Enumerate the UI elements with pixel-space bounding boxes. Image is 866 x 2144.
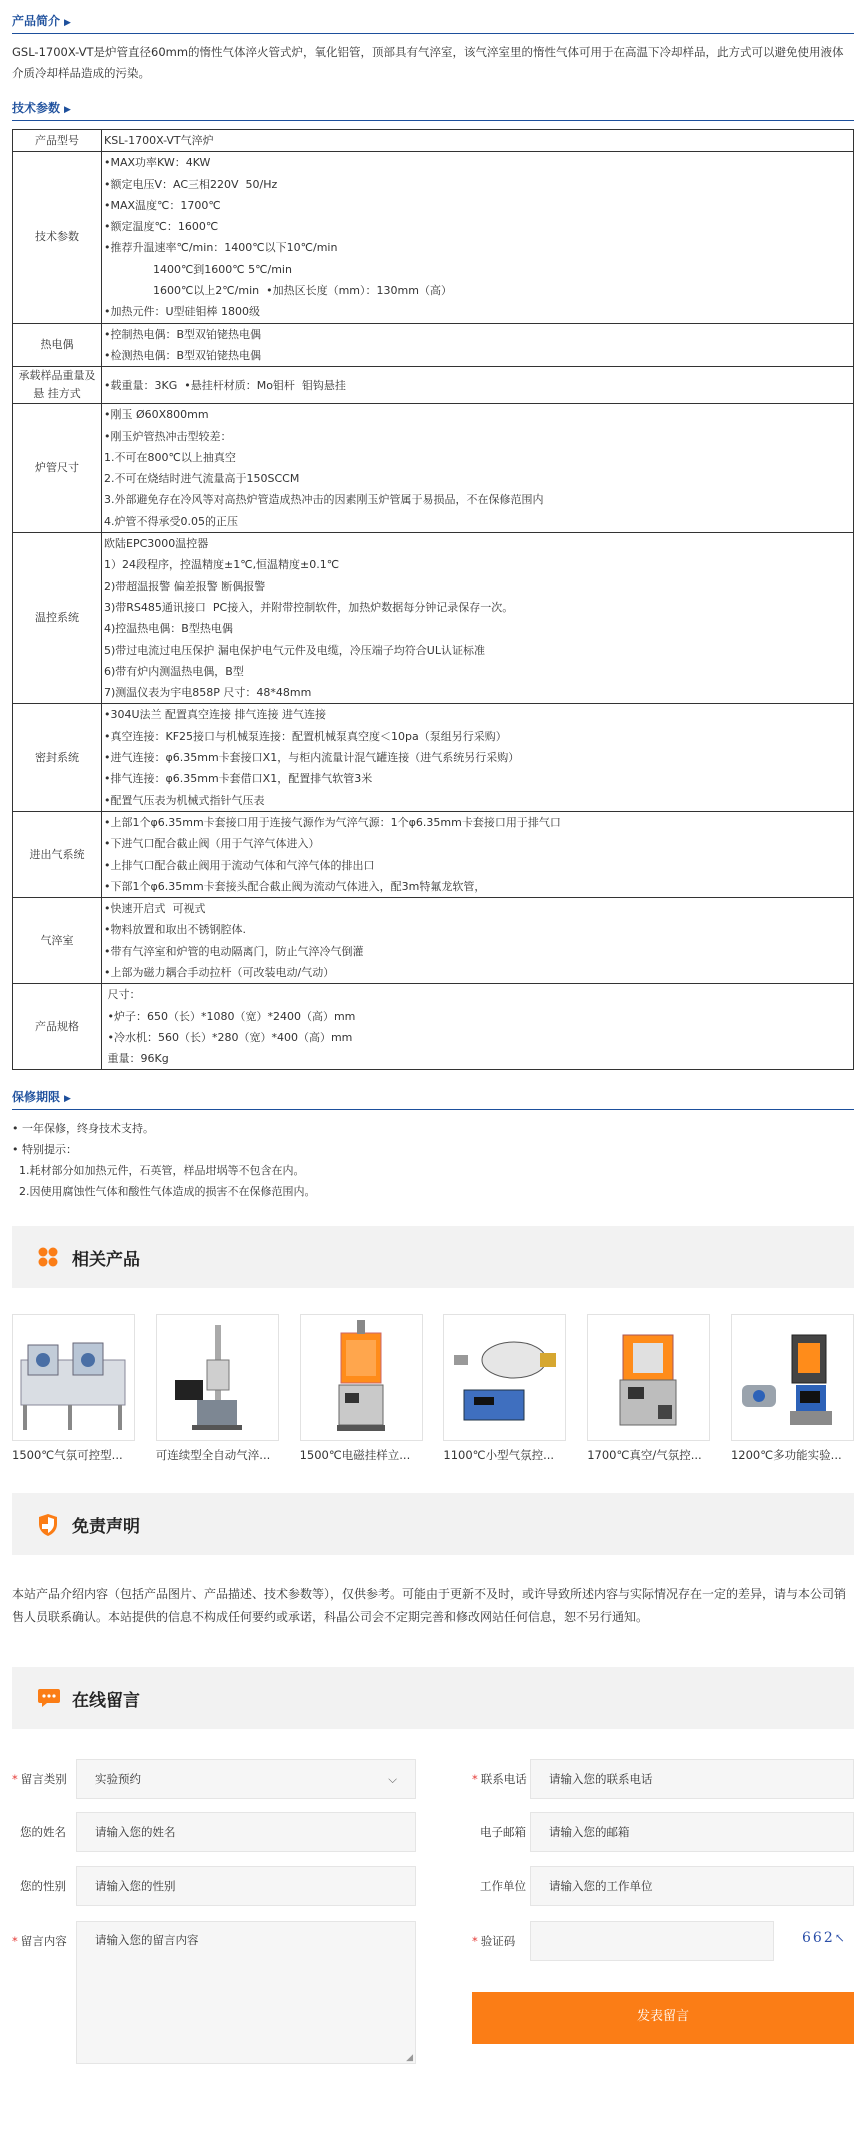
spec-key: 热电偶 <box>13 323 102 367</box>
product-caption[interactable]: 1100℃小型气氛控... <box>443 1448 555 1463</box>
product-image[interactable] <box>156 1314 279 1441</box>
spec-line: •上部为磁力耦合手动拉杆（可改装电动/气动） <box>104 965 335 979</box>
intro-title <box>12 12 854 34</box>
spec-key: 产品规格 <box>13 984 102 1070</box>
disclaimer-header <box>12 1493 854 1555</box>
spec-value <box>102 811 854 897</box>
spec-value <box>102 404 854 533</box>
captcha-image[interactable] <box>802 1930 847 1946</box>
type-select[interactable] <box>76 1759 416 1799</box>
product-caption[interactable]: 1500℃电磁挂样立... <box>299 1448 411 1463</box>
page <box>0 12 866 2089</box>
captcha-label-text: 验证码 <box>480 1934 516 1949</box>
spec-line: 5)带过电流过电压保护 漏电保护电气元件及电缆，冷压端子均符合UL认证标准 <box>104 643 485 657</box>
warranty-title <box>12 1088 854 1110</box>
gender-input[interactable] <box>76 1866 416 1906</box>
spec-line: •带有气淬室和炉管的电动隔离门，防止气淬冷气倒灌 <box>104 944 364 958</box>
name-placeholder: 请输入您的姓名 <box>95 1825 176 1840</box>
phone-placeholder: 请输入您的联系电话 <box>549 1772 653 1787</box>
spec-line: 欧陆EPC3000温控器 <box>104 537 209 551</box>
spec-line: 1.不可在800℃以上抽真空 <box>104 450 236 464</box>
related-title: 相关产品 <box>72 1249 140 1270</box>
spec-row <box>13 984 854 1070</box>
spec-line: •物料放置和取出不锈钢腔体. <box>104 923 246 937</box>
spec-line: 3)带RS485通讯接口 PC接入，并附带控制软件，加热炉数据每分钟记录保存一次。 <box>104 600 514 614</box>
captcha-label: * 验证码 <box>472 1934 516 1949</box>
phone-input[interactable] <box>530 1759 854 1799</box>
gender-label: 您的性别 <box>20 1879 66 1894</box>
spec-row <box>13 533 854 704</box>
spec-line: •快速开启式 可视式 <box>104 902 206 916</box>
spec-line: 4)控温热电偶：B型热电偶 <box>104 622 233 636</box>
arrow-right-icon: ▶ <box>64 18 71 28</box>
intro-title-text: 产品简介 <box>12 14 61 28</box>
spec-line: •刚玉 Ø60X800mm <box>104 408 209 422</box>
arrow-right-icon: ▶ <box>64 1094 71 1105</box>
message-title: 在线留言 <box>72 1690 140 1711</box>
content-label-text: 留言内容 <box>20 1934 67 1949</box>
arrow-right-icon: ▶ <box>64 105 71 115</box>
spec-line: •刚玉炉管热冲击型较差： <box>104 429 232 443</box>
product-card[interactable] <box>587 1314 710 1463</box>
intro-text: GSL-1700X-VT是炉管直径60mm的惰性气体淬火管式炉，氧化铝管，顶部具有气淬室，该气淬室里的惰性气体可用于在高温下冷却样品，此方式可以避免使用液体介质冷却样品造成的污染。 <box>12 45 844 80</box>
spec-table <box>12 129 854 1070</box>
product-image[interactable] <box>731 1314 854 1441</box>
spec-line: 1400℃到1600℃ 5℃/min <box>104 262 292 276</box>
type-label-text: 留言类别 <box>20 1772 67 1787</box>
company-label: 工作单位 <box>480 1879 526 1894</box>
product-image[interactable] <box>12 1314 135 1441</box>
spec-value <box>102 152 854 323</box>
name-label: 您的姓名 <box>20 1825 66 1840</box>
product-card[interactable] <box>300 1314 423 1463</box>
captcha-input[interactable] <box>530 1921 774 1961</box>
spec-line: 尺寸： <box>104 988 141 1002</box>
company-placeholder: 请输入您的工作单位 <box>549 1879 653 1894</box>
shield-icon <box>37 1513 59 1535</box>
warranty-title-text: 保修期限 <box>12 1090 61 1105</box>
spec-value <box>102 704 854 811</box>
chevron-down-icon: ⌵ <box>388 1772 397 1787</box>
product-image[interactable] <box>300 1314 423 1441</box>
resize-handle-icon[interactable]: ◢ <box>406 2053 413 2064</box>
content-textarea[interactable] <box>76 1921 416 2064</box>
spec-key: 承载样品重量及悬 挂方式 <box>13 367 102 404</box>
product-card[interactable] <box>731 1314 854 1463</box>
spec-line: 6)带有炉内测温热电偶，B型 <box>104 664 244 678</box>
message-header <box>12 1667 854 1729</box>
product-card[interactable] <box>156 1314 279 1463</box>
spec-line: •304U法兰 配置真空连接 排气连接 进气连接 <box>104 708 327 722</box>
spec-value <box>102 984 854 1070</box>
spec-key: 技术参数 <box>13 152 102 323</box>
type-label: * 留言类别 <box>12 1772 67 1787</box>
related-header <box>12 1226 854 1288</box>
email-label: 电子邮箱 <box>480 1825 526 1840</box>
gender-placeholder: 请输入您的性别 <box>95 1879 176 1894</box>
content-label: * 留言内容 <box>12 1934 67 1949</box>
spec-line: 1）24段程序，控温精度±1℃,恒温精度±0.1℃ <box>104 558 340 572</box>
spec-line: •排气连接：φ6.35mm卡套借口X1，配置排气软管3米 <box>104 772 373 786</box>
spec-title-text: 技术参数 <box>12 101 61 115</box>
spec-line: •上排气口配合截止阀用于流动气体和气淬气体的排出口 <box>104 858 375 872</box>
product-caption[interactable]: 1200℃多功能实验... <box>730 1448 842 1463</box>
spec-line: 2.不可在烧结时进气流量高于150SCCM <box>104 472 300 486</box>
spec-line: •冷水机：560（长）*280（宽）*400（高）mm <box>104 1030 353 1044</box>
chat-icon <box>37 1687 59 1709</box>
email-placeholder: 请输入您的邮箱 <box>549 1825 630 1840</box>
name-input[interactable] <box>76 1812 416 1852</box>
spec-row <box>13 130 854 152</box>
spec-line: •载重量：3KG •悬挂杆材质：Mo钼杆 钼钩悬挂 <box>104 378 346 392</box>
spec-row <box>13 811 854 897</box>
spec-title <box>12 99 854 121</box>
email-input[interactable] <box>530 1812 854 1852</box>
company-input[interactable] <box>530 1866 854 1906</box>
captcha-code: 662 <box>802 1930 835 1947</box>
product-image[interactable] <box>587 1314 710 1441</box>
spec-line: 3.外部避免存在冷风等对高热炉管造成热冲击的因素刚玉炉管属于易损品，不在保修范围内 <box>104 493 544 507</box>
spec-value <box>102 367 854 404</box>
warranty-line: 2.因使用腐蚀性气体和酸性气体造成的损害不在保修范围内。 <box>12 1185 316 1199</box>
spec-line: 7)测温仪表为宇电858P 尺寸：48*48mm <box>104 686 312 700</box>
spec-line: •上部1个φ6.35mm卡套接口用于连接气源作为气淬气源：1个φ6.35mm卡套接口用于排气口 <box>104 815 561 829</box>
product-caption[interactable]: 1500℃气氛可控型... <box>12 1448 123 1463</box>
spec-value <box>102 533 854 704</box>
spec-line: 2)带超温报警 偏差报警 断偶报警 <box>104 579 266 593</box>
product-card[interactable] <box>443 1314 566 1463</box>
spec-key: 密封系统 <box>13 704 102 811</box>
spec-line: •进气连接：φ6.35mm卡套接口X1，与柜内流量计混气罐连接（进气系统另行采购） <box>104 751 520 765</box>
spec-line: •MAX温度℃：1700℃ <box>104 198 221 212</box>
spec-line: •控制热电偶：B型双铂铑热电偶 <box>104 327 262 341</box>
warranty-list <box>12 1118 854 1202</box>
spec-line: 重量：96Kg <box>104 1052 169 1066</box>
product-card[interactable] <box>12 1314 135 1463</box>
spec-row <box>13 704 854 811</box>
submit-button[interactable]: 发表留言 <box>472 1992 854 2044</box>
warranty-line: • 特别提示： <box>12 1143 77 1157</box>
spec-key: 炉管尺寸 <box>13 404 102 533</box>
captcha-squiggle: ↖ <box>834 1931 847 1946</box>
spec-key: 温控系统 <box>13 533 102 704</box>
warranty-line: 1.耗材部分如加热元件，石英管，样品坩埚等不包含在内。 <box>12 1164 305 1178</box>
spec-value <box>102 130 854 152</box>
grid-icon <box>37 1246 59 1268</box>
spec-row <box>13 367 854 404</box>
phone-label-text: 联系电话 <box>480 1772 527 1787</box>
message-form <box>12 1759 854 2089</box>
warranty-line: • 一年保修，终身技术支持。 <box>12 1122 154 1136</box>
disclaimer-text: 本站产品介绍内容（包括产品图片、产品描述、技术参数等），仅供参考。可能由于更新不及时，或许导致所述内容与实际情况存在一定的差异，请与本公司销售人员联系确认。本站提供的信息不构成任何要约或承诺，科晶公司会不定期完善和修改网站任何信息，恕不另行通知。 <box>12 1587 847 1625</box>
spec-row <box>13 152 854 323</box>
spec-line: •真空连接：KF25接口与机械泵连接：配置机械泵真空度＜10pa（泵组另行采购） <box>104 729 507 743</box>
spec-key: 进出气系统 <box>13 811 102 897</box>
spec-line: KSL-1700X-VT气淬炉 <box>104 134 214 147</box>
disclaimer-title: 免责声明 <box>72 1516 140 1537</box>
spec-value <box>102 898 854 984</box>
spec-line: 4.炉管不得承受0.05的正压 <box>104 514 238 528</box>
spec-key: 气淬室 <box>13 898 102 984</box>
phone-label: * 联系电话 <box>472 1772 527 1787</box>
content-placeholder: 请输入您的留言内容 <box>95 1933 199 1948</box>
spec-line: •MAX功率KW：4KW <box>104 156 211 170</box>
spec-value <box>102 323 854 367</box>
product-caption[interactable]: 1700℃真空/气氛控... <box>587 1448 702 1463</box>
type-select-value: 实验预约 <box>95 1772 141 1787</box>
spec-line: •下进气口配合截止阀（用于气淬气体进入） <box>104 837 320 851</box>
spec-line: •下部1个φ6.35mm卡套接头配合截止阀为流动气体进入，配3m特氟龙软管， <box>104 879 486 893</box>
product-image[interactable] <box>443 1314 566 1441</box>
spec-line: •炉子：650（长）*1080（宽）*2400（高）mm <box>104 1009 356 1023</box>
spec-key: 产品型号 <box>13 130 102 152</box>
spec-line: •配置气压表为机械式指针气压表 <box>104 793 265 807</box>
spec-line: •推荐升温速率℃/min：1400℃以下10℃/min <box>104 241 338 255</box>
spec-row <box>13 323 854 367</box>
spec-row <box>13 898 854 984</box>
related-products <box>12 1314 854 1463</box>
product-caption[interactable]: 可连续型全自动气淬... <box>155 1448 271 1463</box>
spec-line: •额定电压V：AC三相220V 50/Hz <box>104 177 278 191</box>
spec-row <box>13 404 854 533</box>
spec-line: •加热元件：U型硅钼棒 1800级 <box>104 305 261 319</box>
spec-line: •检测热电偶：B型双铂铑热电偶 <box>104 348 262 362</box>
spec-line: •额定温度℃：1600℃ <box>104 220 219 234</box>
spec-line: 1600℃以上2℃/min •加热区长度（mm）：130mm（高） <box>104 284 452 298</box>
